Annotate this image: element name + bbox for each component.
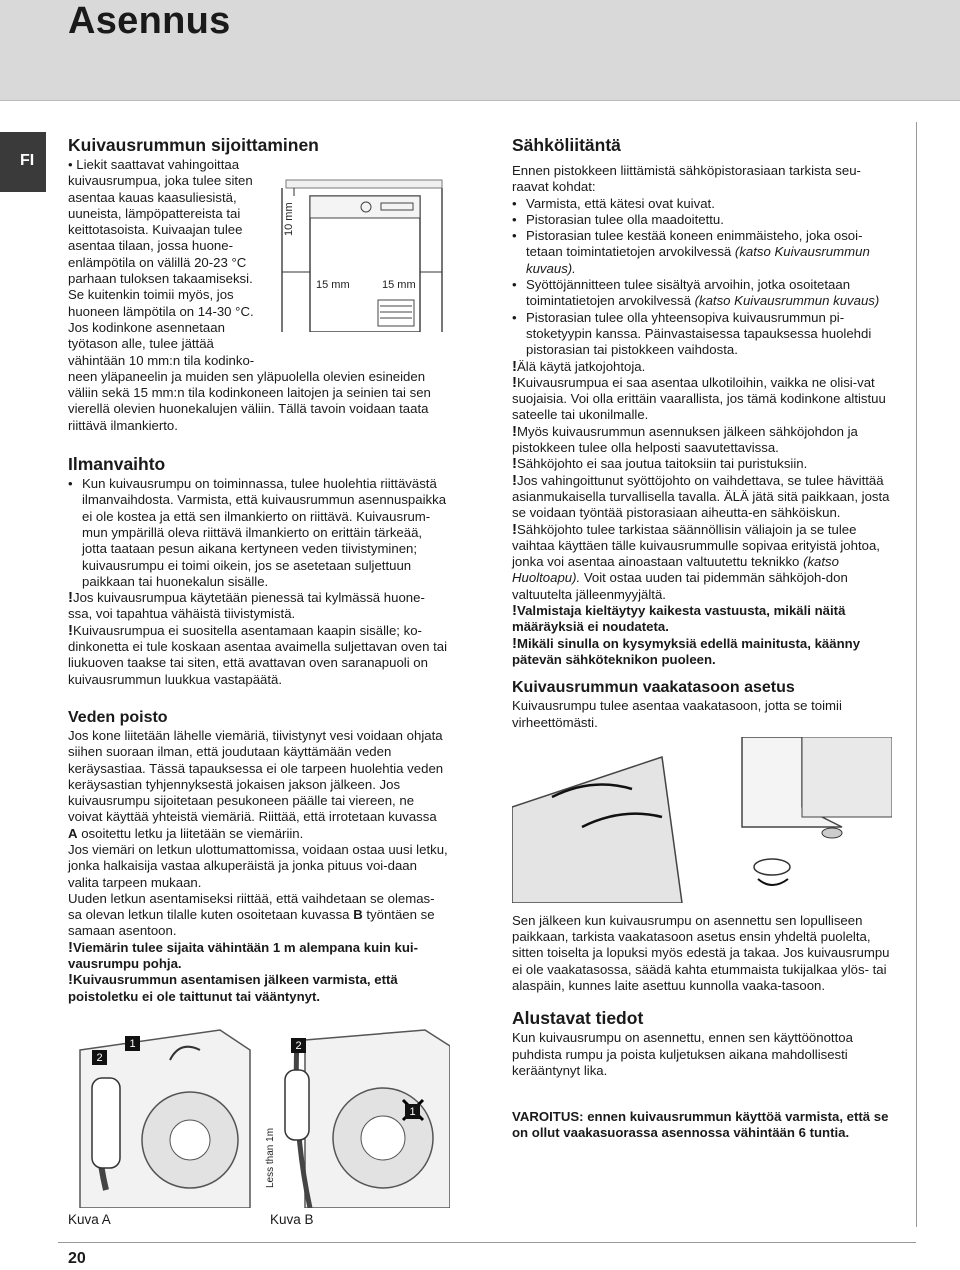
placement-line: enlämpötila on välillä 20-23 °C: [68, 254, 247, 270]
section-title-electrical: Sähköliitäntä: [512, 135, 621, 155]
leveling-figure: [512, 737, 892, 903]
placement-line: vähintään 10 mm:n tila kodinko-: [68, 352, 255, 368]
electrical-warning-4: !Sähköjohto ei saa joutua taitoksiin tai puristuksiin.: [512, 455, 808, 473]
drain-warning-2: !Kuivausrummun asentamisen jälkeen varmista, että poistoletku ei ole taittunut tai vääntynyt.: [68, 971, 398, 1004]
placement-line: Se kuitenkin toimii myös, jos: [68, 287, 234, 303]
electrical-intro: Ennen pistokkeen liittämistä sähköpistorasiaan tarkista seu-raavat kohdat:: [512, 163, 861, 195]
placement-line: uuneista, lämpöpattereista tai: [68, 205, 241, 221]
header-divider: [0, 100, 960, 101]
drain-warning-1: !Viemärin tulee sijaita vähintään 1 m alempana kuin kui-vausrumpu pohja.: [68, 938, 418, 972]
foot-detail: [754, 859, 790, 875]
svg-text:1: 1: [129, 1038, 136, 1050]
placement-line: huoneen lämpötila on 14-30 °C.: [68, 303, 254, 319]
section-title-leveling: Kuivausrummun vaakatasoon asetus: [512, 679, 795, 697]
section-title-drain: Veden poisto: [68, 708, 168, 726]
electrical-warning-7: !Valmistaja kieltäytyy kaikesta vastuusta, mikäli näitä määräyksiä ei noudateta.: [512, 602, 846, 635]
electrical-bullet-4: • Syöttöjännitteen tulee sisältyä arvoihin, jotka osoitetaan toimintatietojen arvokilvessä (katso Kuivausrummun kuvaus): [512, 277, 892, 310]
electrical-bullet-2: • Pistorasian tulee olla maadoitettu.: [512, 212, 892, 228]
leveling-intro: Kuivausrumpu tulee asentaa vaakatasoon, jotta se toimii virheettömästi.: [512, 698, 842, 730]
language-tab: FI: [0, 132, 46, 192]
gap-top-label: 10 mm: [283, 202, 295, 236]
adjustable-foot: [822, 828, 842, 838]
hose-holder: [92, 1078, 120, 1168]
electrical-bullet-5: • Pistorasian tulee olla yhteensopiva kuivausrummun pi-stoketyypin kanssa. Päinvastaisessa tapauksessa huolehdi pistorasian tai pistokkeen vaihdosta.: [512, 310, 892, 359]
figure-b-caption: Kuva B: [270, 1212, 314, 1227]
svg-text:1: 1: [409, 1106, 416, 1118]
svg-text:2: 2: [295, 1040, 302, 1052]
electrical-warning-2: !Kuivausrumpua ei saa asentaa ulkotiloihin, vaikka ne olisi-vat suojaisia. Voi olla erittäin vaarallista, jos tämä kodinkone altistuu sateelle tai ukonilmalle.: [512, 373, 886, 423]
drain-paragraph-3: Uuden letkun asentamiseksi riittää, että vaihdetaan se olemas-sa olevan letkun tilalle kuten osoitetaan kuvassa B työntäen se samaan asentoon.: [68, 890, 435, 939]
electrical-warning-1: !Älä käytä jatkojohtoja.: [512, 357, 646, 375]
electrical-bullet-3: • Pistorasian tulee kestää koneen enimmäisteho, joka osoi-tetaan toimintatietojen arvokilvessä (katso Kuivausrummun kuvaus).: [512, 228, 892, 277]
drain-paragraph-2: Jos viemäri on letkun ulottumattomissa, voidaan ostaa uusi letku, jonka halkaisija vastaa alkuperäistä ja jonka pituus voi-daan valita tarpeen mukaan.: [68, 841, 448, 890]
placement-line: asentaa tilaan, jossa huone-: [68, 238, 233, 254]
leveling-text: Sen jälkeen kun kuivausrumpu on asennettu sen lopulliseen paikkaan, tarkista vaakatasoon asetus ensin yhdeltä puolelta, sitten toiselta ja lopuksi myös edestä ja takaa. Jos kuivausrumpu ei ole vaakatasossa, säädä kahta etummaista tukijalkaa ylös- tai alaspäin, kunnes laite asettuu kunnolla vaaka-tasoon.: [512, 912, 890, 993]
placement-line: Jos kodinkone asennetaan: [68, 319, 225, 335]
section-title-preliminary: Alustavat tiedot: [512, 1008, 644, 1029]
ventilation-bullet: • Kun kuivausrumpu on toiminnassa, tulee huolehtia riittävästä ilmanvaihdosta. Varmista, että kuivausrummun asennuspaikka ei ole kostea ja että sen ilmankierto on riittävä. Kuivausrum-mun ympärillä oleva riittävä ilmankierto on erittäin tärkeää, jotta taataan pesun aikana kertyneen veden tiivistyminen; kuivausrumpu ei toimi oikein, jos se asetetaan suljettuun paikkaan tai huonekalun sisälle.: [68, 476, 448, 590]
drain-paragraph-1: Jos kone liitetään lähelle viemäriä, tiivistynyt vesi voidaan ohjata siihen suoraan ilman, että joudutaan käyttämään veden keräysastiaa. Tässä tapauksessa ei ole tarpeen huolehtia veden keräysastian tyhjennyksestä jokaisen jakson jälkeen. Jos kuivausrumpu sijoitetaan pesukoneen päälle tai viereen, ne voivat käyttää yhteistä viemäriä. Riittää, että irrotetaan kuvassa A osoitettu letku ja liitetään se viemäriin.: [68, 727, 444, 841]
right-margin-rule: [916, 122, 917, 1227]
placement-line: parhaan tuloksen takaamiseksi.: [68, 271, 253, 287]
figure-b: [265, 1020, 450, 1208]
placement-line: keittotasoista. Kuivaajan tulee: [68, 222, 243, 238]
placement-line: työtason alle, tulee jättää: [68, 336, 214, 352]
worktop: [286, 180, 442, 188]
gap-left-label: 15 mm: [316, 279, 350, 291]
section-title-ventilation: Ilmanvaihto: [68, 454, 166, 475]
electrical-warning-6: !Sähköjohto tulee tarkistaa säännöllisin väliajoin ja se tulee vaihtaa käyttäen tälle kuivausrummulle sopivaa erityistä johtoa, jonka voi asentaa ainoastaan valtuutettu teknikko (katso Huoltoapu). Voit ostaa uuden tai pidemmän sähköjoh-don valtuutelta jälleenmyyjältä.: [512, 520, 880, 602]
electrical-bullet-1: • Varmista, että kätesi ovat kuivat.: [512, 196, 892, 212]
figure-a: [70, 1020, 255, 1208]
page-number: 20: [68, 1250, 86, 1267]
warning-note: VAROITUS: ennen kuivausrummun käyttöä varmista, että se on ollut vaakasuorassa asennossa vähintään 6 tuntia.: [512, 1109, 889, 1141]
electrical-warning-8: !Mikäli sinulla on kysymyksiä edellä mainitusta, käänny pätevän sähköteknikon puoleen.: [512, 634, 861, 667]
preliminary-text: Kun kuivausrumpu on asennettu, ennen sen käyttöönottoa puhdista rumpu ja poista kuljetuksen aikana mahdollisesti kerääntynyt lika.: [512, 1030, 853, 1078]
electrical-warning-5: !Jos vahingoittunut syöttöjohto on vaihdettava, se tulee hävittää asianmukaisella turvallisella tavalla. ÄLÄ jätä sitä paikkaan, josta se voidaan työntää pistorasiaan aiheutta-en sähköiskun.: [512, 471, 890, 521]
placement-line: kuivausrumpua, joka tulee siten: [68, 173, 253, 189]
svg-text:2: 2: [96, 1052, 103, 1064]
right-column: [512, 135, 892, 1142]
hose-holder: [285, 1070, 309, 1140]
placement-line: • Liekit saattavat vahingoittaa: [68, 157, 240, 172]
footer-divider: [58, 1242, 916, 1243]
ventilation-warning-2: !Kuivausrumpua ei suositella asentamaan kaapin sisälle; ko-dinkonetta ei tule koskaan asentaa avaimella suljettavan oven tai liukuoven taakse tai siten, että avattavan oven saranapuoli on kuivausrummun luukkua vastapäätä.: [68, 621, 448, 687]
section-title-placement: Kuivausrummun sijoittaminen: [68, 135, 319, 155]
dryer-control-panel: [310, 196, 420, 218]
page-title: Asennus: [68, 0, 231, 42]
ventilation-warning-1: !Jos kuivausrumpua käytetään pienessä tai kylmässä huone-ssa, voi tapahtua vähäistä tiivistymistä.: [68, 589, 425, 622]
placement-line: asentaa kauas kaasuliesistä,: [68, 189, 237, 205]
placement-figure: [276, 160, 452, 332]
gap-right-label: 15 mm: [382, 279, 416, 291]
height-limit-label: Less than 1m: [265, 1127, 276, 1188]
electrical-warning-3: !Myös kuivausrummun asennuksen jälkeen sähköjohdon ja pistokkeen tulee olla helposti saavutettavissa.: [512, 422, 858, 456]
placement-text-wide: neen yläpaneelin ja muiden sen yläpuolella olevien esineiden väliin sekä 15 mm:n tila kodinkoneen laitojen ja seinien tai sen vierellä olevien huonekalujen väliin. Tällä tavoin voidaan taata riittävä ilmankierto.: [68, 368, 431, 433]
figure-a-caption: Kuva A: [68, 1212, 111, 1227]
